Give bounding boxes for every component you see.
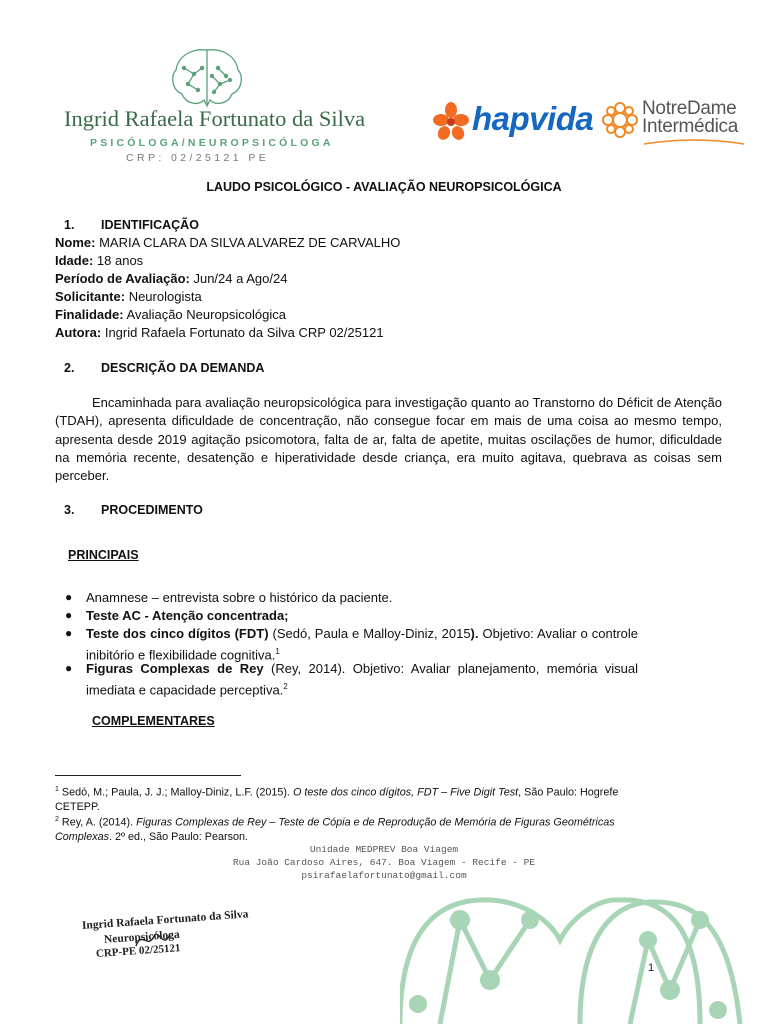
footnote-text: Sedó, M.; Paula, J. J.; Malloy-Diniz, L.F. (2015). — [58, 786, 293, 799]
footnote-work-title: O teste dos cinco dígitos, FDT – Five Digit Test — [292, 786, 519, 799]
principais-subheading: PRINCIPAIS — [68, 548, 139, 562]
footnote-ref[interactable]: 2 — [283, 681, 288, 691]
footer-email[interactable]: psirafaelafortunato@gmail.com — [301, 870, 467, 881]
page-number: 1 — [648, 962, 655, 974]
field-label: Idade: — [55, 253, 94, 268]
field-finalidade — [55, 307, 286, 322]
bullet-glyph: ● — [65, 608, 73, 622]
brain-logo-icon — [168, 46, 246, 112]
intermedica-name: Intermédica — [642, 116, 738, 137]
document-title: LAUDO PSICOLÓGICO - AVALIAÇÃO NEUROPSICOLÓGICA — [206, 180, 562, 194]
footnote-ref[interactable]: 1 — [275, 646, 280, 656]
footnote-text: Rey, A. (2014). — [58, 816, 137, 829]
field-label: Solicitante: — [55, 289, 126, 304]
field-value: Ingrid Rafaela Fortunato da Silva CRP 02/25121 — [101, 325, 384, 340]
section-label: IDENTIFICAÇÃO — [101, 218, 199, 232]
field-idade — [55, 253, 143, 268]
section-label: PROCEDIMENTO — [101, 503, 203, 517]
section-label: DESCRIÇÃO DA DEMANDA — [101, 361, 265, 375]
field-label: Período de Avaliação: — [55, 271, 190, 286]
bullet-glyph: ● — [65, 590, 73, 604]
footnote-2 — [55, 813, 655, 845]
list-item — [65, 625, 638, 664]
test-name: Figuras Complexas de Rey — [86, 661, 264, 676]
field-periodo — [55, 271, 287, 286]
citation-close: ). — [470, 626, 479, 641]
complementares-subheading: COMPLEMENTARES — [92, 714, 215, 728]
psychologist-crp: CRP: 02/25121 PE — [126, 152, 270, 164]
field-value: Neurologista — [125, 289, 202, 304]
notredame-swoosh-icon — [644, 138, 744, 148]
field-label: Finalidade: — [55, 307, 124, 322]
list-item-text: Teste AC - Atenção concentrada; — [86, 608, 289, 623]
list-item — [65, 660, 639, 699]
hapvida-logo — [433, 100, 594, 148]
footnote-text: , São Paulo: Hogrefe CETEPP. — [55, 786, 619, 814]
hapvida-wordmark: hapvida — [472, 100, 594, 137]
footer-address: Rua João Cardoso Aires, 647. Boa Viagem - Recife - PE — [232, 857, 536, 868]
field-label: Autora: — [55, 325, 102, 340]
demanda-paragraph: Encaminhada para avaliação neuropsicológica para investigação quanto ao Transtorno do Déficit de Atenção (TDAH), apresenta dificuldade de concentração, não consegue focar em mais de uma coisa ao mesmo tempo, apresenta desde 2019 agitação psicomotora, falta de ar, falta de apetite, muitas oscilações de humor, dificuldade na memória recente, desatenção e hiperatividade desde criança, era muito agitava, quebrava as coisas sem perceber. — [55, 395, 722, 484]
psychologist-name: Ingrid Rafaela Fortunato da Silva — [64, 106, 366, 131]
field-solicitante — [55, 289, 202, 304]
bullet-glyph: ● — [65, 626, 73, 640]
section-number: 2. — [64, 361, 75, 375]
list-item — [65, 589, 638, 607]
list-item — [65, 607, 638, 625]
footnote-text: . 2º ed., São Paulo: Pearson. — [109, 831, 249, 844]
section-number: 1. — [64, 218, 75, 232]
notredame-logo — [600, 96, 740, 148]
footer-brain-decoration-icon — [400, 880, 768, 1024]
footnote-divider — [55, 775, 241, 776]
signature-stamp — [66, 908, 249, 978]
footnote-1 — [55, 783, 655, 815]
stamp-title: Neuropsicóloga — [103, 928, 181, 946]
notredame-mandala-icon — [600, 98, 640, 142]
field-nome — [55, 235, 400, 250]
field-value: Avaliação Neuropsicológica — [123, 307, 286, 322]
test-citation: (Sedó, Paula e Malloy-Diniz, 2015 — [268, 626, 471, 641]
test-objective: (Rey, 2014). Objetivo: Avaliar planejamento, memória visual imediata e capacidade perceptiva. — [86, 661, 639, 697]
test-name: Teste dos cinco dígitos (FDT) — [86, 626, 269, 641]
footnote-marker: 1 — [55, 786, 59, 793]
field-value: MARIA CLARA DA SILVA ALVAREZ DE CARVALHO — [95, 235, 401, 250]
field-autora — [55, 325, 384, 340]
stamp-name: Ingrid Rafaela Fortunato da Silva — [81, 908, 249, 932]
stamp-crp: CRP-PE 02/25121 — [95, 942, 181, 960]
field-label: Nome: — [55, 235, 96, 250]
field-value: 18 anos — [93, 253, 144, 268]
signature-scribble-icon — [134, 926, 174, 954]
footnote-work-title: Figuras Complexas de Rey – Teste de Cópia e de Reprodução de Memória de Figuras Geométricas Complexas — [55, 816, 615, 844]
bullet-glyph: ● — [65, 661, 73, 675]
test-objective: Objetivo: Avaliar o controle inibitório e flexibilidade cognitiva. — [86, 626, 638, 662]
section-number: 3. — [64, 503, 75, 517]
footer-unit: Unidade MEDPREV Boa Viagem — [309, 844, 459, 855]
psychologist-title: PSICÓLOGA/NEUROPSICÓLOGA — [90, 137, 334, 149]
hapvida-flower-icon — [433, 100, 469, 144]
footnote-marker: 2 — [55, 816, 59, 823]
notredame-name: NotreDame — [642, 98, 737, 119]
field-value: Jun/24 a Ago/24 — [189, 271, 288, 286]
list-item-text: Anamnese – entrevista sobre o histórico da paciente. — [86, 590, 393, 605]
